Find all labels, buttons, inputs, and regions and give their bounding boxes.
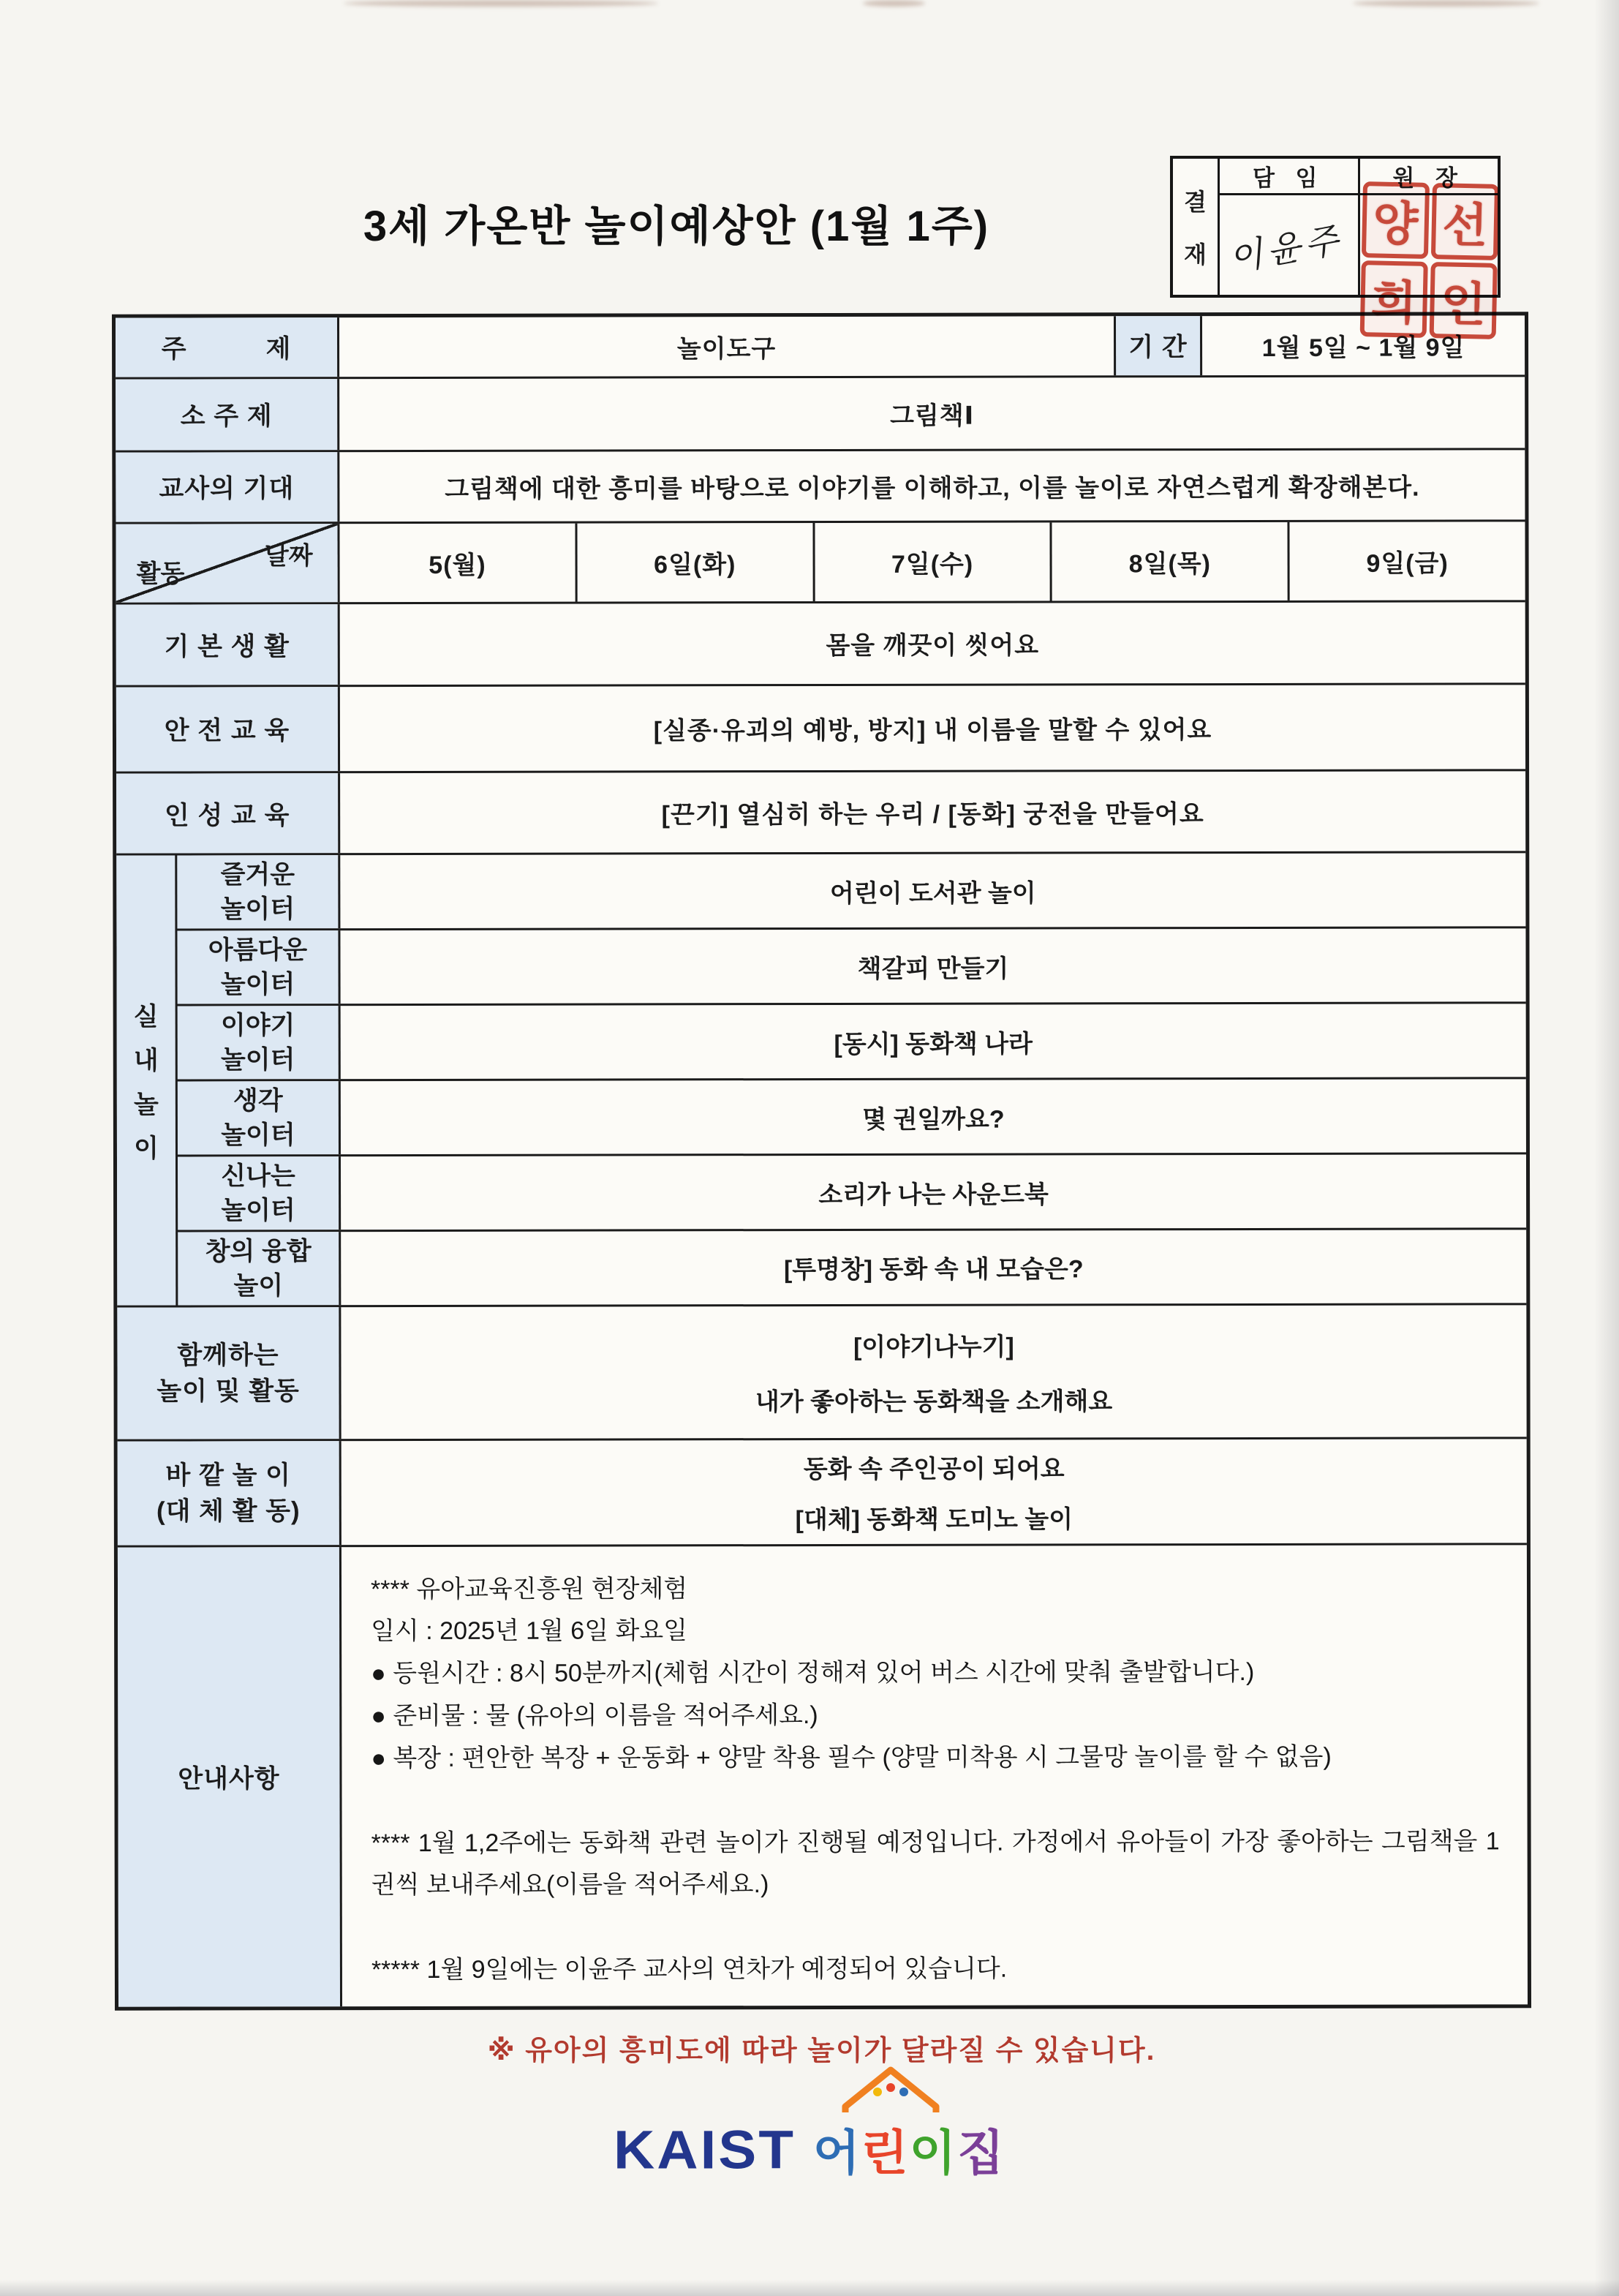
safety-education-value: [실종·유괴의 예방, 방지] 내 이름을 말할 수 있어요 (338, 685, 1525, 771)
indoor-row-label: 창의 융합 놀이 (176, 1232, 339, 1305)
basic-life-value: 몸을 깨끗이 씻어요 (338, 603, 1525, 685)
subtheme-value: 그림책Ⅰ (337, 377, 1525, 450)
approval-label-top: 결 (1184, 189, 1207, 215)
indoor-row-thinking (176, 1077, 1526, 1155)
expectation-row (116, 448, 1525, 522)
indoor-row-value: [동시] 동화책 나라 (339, 1004, 1526, 1080)
approval-teacher-header: 담 임 (1220, 159, 1358, 195)
notice-line: **** 유아교육진흥원 현장체험 (370, 1574, 688, 1603)
together-play-value: [이야기나누기] 내가 좋아하는 동화책을 소개해요 (339, 1305, 1526, 1438)
indoor-row-value: 소리가 나는 사운드북 (339, 1154, 1526, 1230)
notice-line: ● 복장 : 편안한 복장 + 운동화 + 양말 착용 필수 (양말 미착용 시 그물망 놀이를 할 수 없음) (371, 1742, 1332, 1772)
indoor-group-char: 놀 (133, 1090, 159, 1119)
outdoor-play-label: 바 깥 놀 이 (대 체 활 동) (118, 1441, 339, 1546)
approval-teacher-column (1220, 159, 1358, 295)
kaist-daycare-logo (0, 2107, 1619, 2183)
page-title: 3세 가온반 놀이예상안 (1월 1주) (363, 203, 990, 250)
indoor-group-char: 내 (133, 1046, 159, 1075)
notice-line: ● 준비물 : 물 (유아의 이름을 적어주세요.) (371, 1701, 818, 1731)
together-play-row (117, 1303, 1526, 1439)
day-header: 8일(목) (1050, 522, 1288, 601)
day-header: 5(월) (337, 523, 575, 602)
indoor-play-block (116, 851, 1526, 1306)
safety-education-label: 안 전 교 육 (116, 687, 338, 772)
theme-value: 놀이도구 (337, 316, 1114, 377)
basic-life-label: 기 본 생 활 (116, 604, 338, 685)
indoor-row-creative (176, 1227, 1526, 1305)
indoor-row-label: 이야기 놀이터 (176, 1006, 339, 1079)
house-icon (839, 2064, 942, 2112)
indoor-row-story (176, 1002, 1526, 1080)
indoor-row-value: [투명창] 동화 속 내 모습은? (339, 1230, 1526, 1305)
weekly-plan-table (112, 312, 1531, 2010)
corner-activity-label: 활동 (136, 560, 185, 588)
days-header-row (116, 519, 1525, 603)
approval-director-header: 원 장 (1360, 159, 1498, 195)
teacher-signature: 이윤주 (1230, 219, 1347, 279)
theme-label: 주 제 (116, 317, 337, 377)
indoor-row-label: 생각 놀이터 (176, 1081, 339, 1154)
outdoor-play-value: 동화 속 주인공이 되어요 [대체] 동화책 도미노 놀이 (339, 1439, 1527, 1545)
approval-label (1173, 159, 1220, 295)
seal-char: 양 (1362, 181, 1430, 259)
kaist-wordmark: KAIST (613, 2119, 796, 2180)
indoor-row-value: 몇 권일까요? (339, 1080, 1526, 1155)
notice-label: 안내사항 (118, 1547, 340, 2007)
indoor-play-rows (175, 854, 1526, 1306)
indoor-row-value: 어린이 도서관 놀이 (338, 854, 1525, 929)
character-education-row (116, 769, 1525, 854)
director-seal-stamp (1360, 181, 1499, 331)
approval-teacher-signature-cell (1220, 195, 1358, 295)
expectation-value: 그림책에 대한 흥미를 바탕으로 이야기를 이해하고, 이를 놀이로 자연스럽게 확장해본다. (337, 450, 1525, 522)
notice-row (118, 1543, 1528, 2007)
indoor-row-label: 즐거운 놀이터 (175, 856, 338, 929)
day-header: 6일(화) (575, 523, 812, 602)
scan-edge-shadow (0, 2280, 1619, 2296)
character-education-value: [끈기] 열심히 하는 우리 / [동화] 궁전을 만들어요 (338, 771, 1525, 853)
notice-content (339, 1545, 1528, 2006)
day-header: 9일(금) (1288, 522, 1525, 601)
indoor-row-label: 신나는 놀이터 (176, 1156, 339, 1230)
scan-smudge (863, 0, 925, 7)
seal-char: 인 (1430, 262, 1498, 339)
subtheme-label: 소 주 제 (116, 379, 337, 451)
indoor-group-char: 이 (134, 1134, 159, 1163)
interest-disclaimer-note: ※ 유아의 흥미도에 따라 놀이가 달라질 수 있습니다. (487, 2036, 1156, 2066)
scan-smudge (1353, 0, 1539, 7)
indoor-row-joyful (175, 854, 1525, 929)
subtheme-row (116, 374, 1525, 450)
character-education-label: 인 성 교 육 (116, 773, 338, 854)
indoor-row-beautiful (175, 927, 1525, 1004)
notice-line: ***** 1월 9일에는 이윤주 교사의 연차가 예정되어 있습니다. (371, 1954, 1008, 1984)
indoor-row-value: 책갈피 만들기 (338, 929, 1525, 1004)
outdoor-play-row (118, 1437, 1527, 1545)
indoor-row-label: 아름다운 놀이터 (175, 930, 338, 1004)
indoor-group-char: 실 (133, 1002, 159, 1031)
seal-char: 희 (1360, 260, 1428, 338)
period-value: 1월 5일 ~ 1월 9일 (1200, 315, 1525, 374)
seal-char: 선 (1431, 183, 1499, 260)
theme-row (116, 315, 1525, 377)
day-header: 7일(수) (812, 522, 1050, 601)
scan-smudge (344, 0, 658, 7)
corner-date-label: 날짜 (264, 541, 313, 571)
indoor-play-group-label (116, 856, 176, 1306)
expectation-label: 교사의 기대 (116, 452, 337, 522)
notice-line: 일시 : 2025년 1월 6일 화요일 (371, 1616, 688, 1646)
period-label: 기 간 (1114, 316, 1200, 375)
notice-line: ● 등원시간 : 8시 50분까지(체험 시간이 정해져 있어 버스 시간에 맞춰 출발합니다.) (371, 1658, 1255, 1688)
indoor-row-exciting (176, 1152, 1526, 1230)
notice-line: **** 1월 1,2주에는 동화책 관련 놀이가 진행될 예정입니다. 가정에서 유아들이 가장 좋아하는 그림책을 1권씩 보내주세요(이름을 적어주세요.) (371, 1827, 1500, 1900)
together-play-label: 함께하는 놀이 및 활동 (117, 1307, 339, 1439)
daycare-wordmark: 어 린 이 집 (813, 2107, 1005, 2183)
safety-education-row (116, 682, 1525, 772)
scan-edge-shadow (1594, 0, 1619, 2296)
approval-label-bottom: 재 (1184, 241, 1207, 268)
corner-cell (116, 524, 337, 603)
basic-life-row (116, 601, 1525, 685)
